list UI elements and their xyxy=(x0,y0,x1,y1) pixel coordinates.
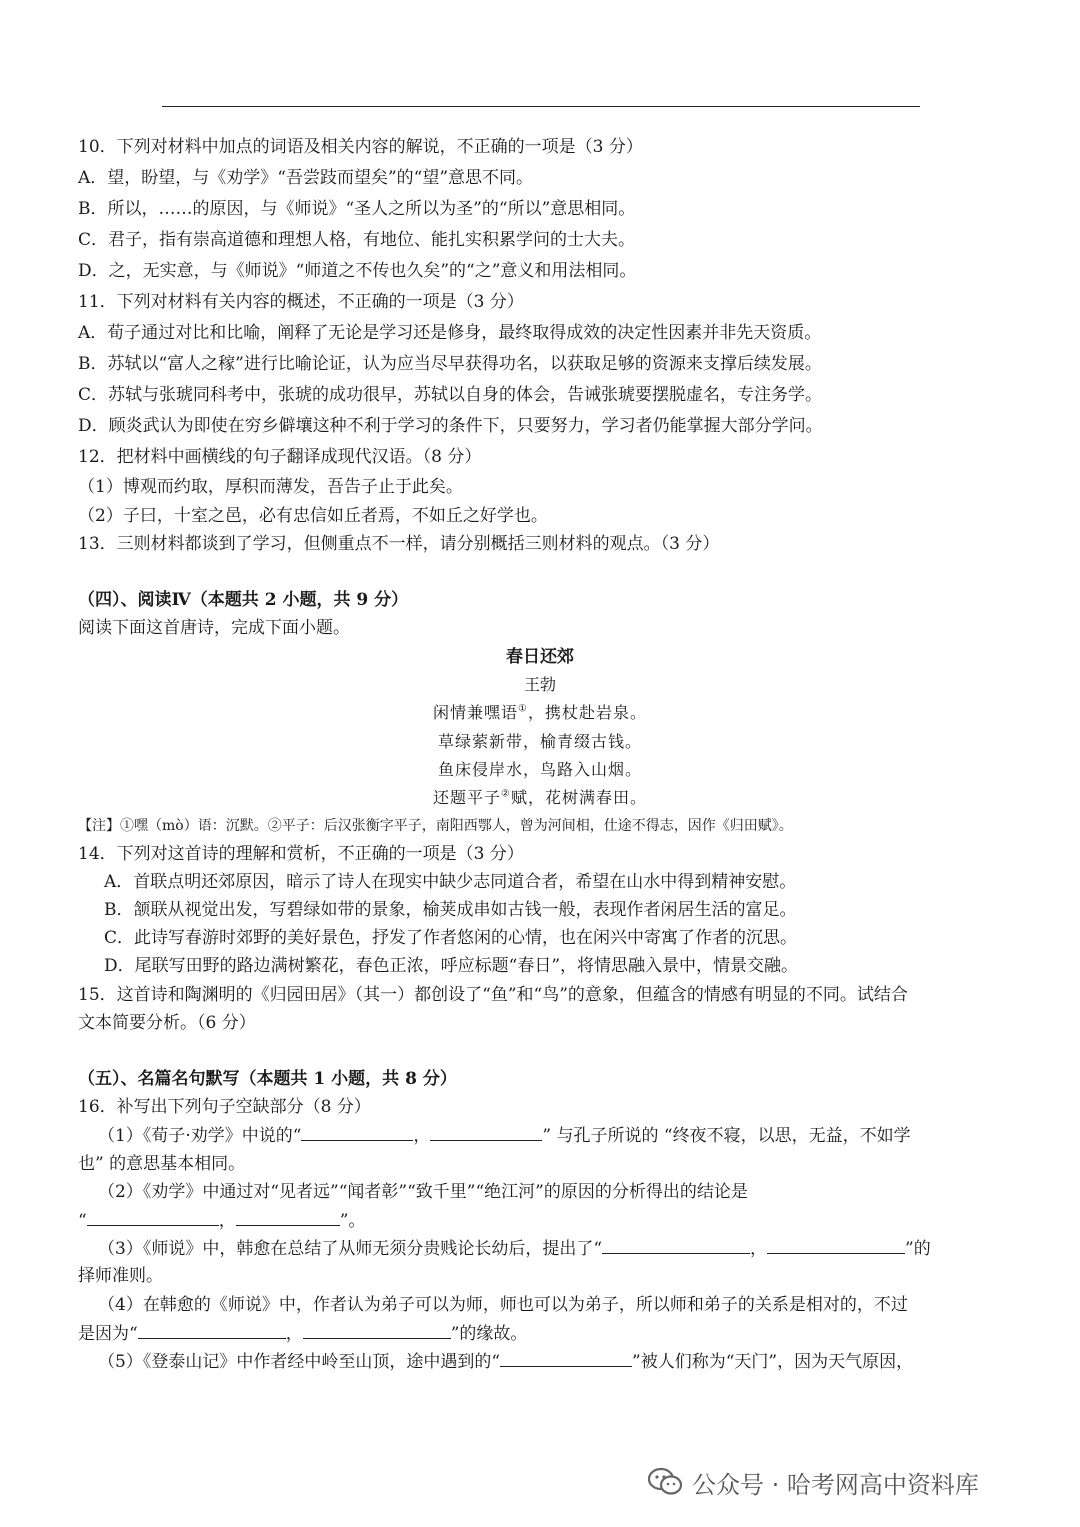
q14-option-c: C．此诗写春游时郊野的美好景色，抒发了作者悠闲的心情，也在闲兴中寄寓了作者的沉思。 xyxy=(104,928,798,948)
poem-author: 王勃 xyxy=(523,675,556,694)
q10-option-a: A．望，盼望，与《劝学》“吾尝跂而望矣”的“望”意思不同。 xyxy=(78,168,534,188)
q16-item-2-text-d: ”。 xyxy=(339,1211,366,1231)
q12-sentence-1: （1）博观而约取，厚积而薄发，吾告子止于此矣。 xyxy=(78,477,463,497)
q16-item-1-text-a: （1）《荀子·劝学》中说的“ xyxy=(98,1126,302,1146)
poem-line-4 xyxy=(0,787,1080,809)
q14-option-a: A．首联点明还郊原因，暗示了诗人在现实中缺少志同道合者，希望在山水中得到精神安慰。 xyxy=(104,872,797,892)
answer-blank[interactable] xyxy=(301,1124,413,1141)
q16-item-3-text-a: （3）《师说》中，韩愈在总结了从师无须分贵贱论长幼后，提出了“ xyxy=(98,1239,603,1259)
q11-option-c: C．苏轼与张琥同科考中，张琥的成功很早，苏轼以自身的体会，告诫张琥要摆脱虚名，专注务学。 xyxy=(78,385,823,405)
q11-option-a: A．荀子通过对比和比喻，阐释了无论是学习还是修身，最终取得成效的决定性因素并非先天资质。 xyxy=(78,323,822,343)
q16-item-3-text-c: ”的 xyxy=(905,1239,931,1259)
footnote-mark-1: ① xyxy=(518,703,528,715)
q12-sentence-2: （2）子曰，十室之邑，必有忠信如丘者焉，不如丘之好学也。 xyxy=(78,506,548,526)
q16-item-4-text-b: 是因为“ xyxy=(78,1324,138,1344)
poem-line-1-a: 闲情兼嘿语 xyxy=(433,703,519,722)
answer-blank[interactable] xyxy=(602,1237,750,1254)
q16-item-3 xyxy=(98,1237,931,1260)
watermark-text: 公众号 · 哈考网高中资料库 xyxy=(692,1470,979,1499)
poem-line-1 xyxy=(0,702,1080,724)
q16-stem: 16．补写出下列句子空缺部分（8 分） xyxy=(78,1097,371,1117)
poem-line-1-b: ，携杖赴岩泉。 xyxy=(527,703,647,722)
q16-item-2-text-c: ， xyxy=(218,1211,236,1231)
q12-stem: 12．把材料中画横线的句子翻译成现代汉语。（8 分） xyxy=(78,447,482,467)
poem-line-2: 草绿萦新带，榆青缀古钱。 xyxy=(437,732,642,751)
q14-option-b: B．颔联从视觉出发，写碧绿如带的景象，榆荚成串如古钱一般，表现作者闲居生活的富足。 xyxy=(104,900,797,920)
answer-blank[interactable] xyxy=(430,1124,542,1141)
answer-blank[interactable] xyxy=(500,1350,632,1367)
footnote-mark-2: ② xyxy=(501,788,511,800)
q14-stem: 14．下列对这首诗的理解和赏析，不正确的一项是（3 分） xyxy=(78,844,524,864)
top-rule xyxy=(162,106,920,107)
answer-blank[interactable] xyxy=(87,1209,219,1226)
q16-item-1-text-c: ” 与孔子所说的 “终夜不寝，以思，无益，不如学 xyxy=(542,1126,911,1146)
q16-item-4: （4）在韩愈的《师说》中，作者认为弟子可以为师，师也可以为弟子，所以师和弟子的关系是相对的，不过 xyxy=(98,1295,908,1315)
q11-stem: 11．下列对材料有关内容的概述，不正确的一项是（3 分） xyxy=(78,292,524,312)
section-4-header: （四）、阅读Ⅳ（本题共 2 小题，共 9 分） xyxy=(78,590,409,610)
poem-title: 春日还郊 xyxy=(506,647,574,667)
q16-item-4-cont xyxy=(78,1322,527,1345)
q16-item-1 xyxy=(98,1124,911,1147)
q16-item-5 xyxy=(98,1350,913,1373)
q16-item-2-text-b: “ xyxy=(78,1211,87,1231)
q16-item-1-cont: 也” 的意思基本相同。 xyxy=(78,1154,246,1174)
wechat-icon xyxy=(648,1467,682,1497)
poem-note: 【注】①嘿（mò）语：沉默。②平子：后汉张衡字平子，南阳西鄂人，曾为河间相，仕途不得志，因作《归田赋》。 xyxy=(78,818,793,834)
answer-blank[interactable] xyxy=(138,1322,286,1339)
q14-option-d: D．尾联写田野的路边满树繁花，春色正浓，呼应标题“春日”，将情思融入景中，情景交融。 xyxy=(104,956,799,976)
section-4-intro: 阅读下面这首唐诗，完成下面小题。 xyxy=(78,618,350,638)
poem-line-4-a: 还题平子 xyxy=(433,788,502,807)
answer-blank[interactable] xyxy=(303,1322,451,1339)
answer-blank[interactable] xyxy=(767,1237,905,1254)
q11-option-d: D．顾炎武认为即使在穷乡僻壤这种不利于学习的条件下，只要努力，学习者仍能掌握大部分学问。 xyxy=(78,416,823,436)
q16-item-1-text-b: ， xyxy=(413,1126,431,1146)
q10-option-d: D．之，无实意，与《师说》“师道之不传也久矣”的“之”意义和用法相同。 xyxy=(78,261,637,281)
q16-item-4-text-c: ， xyxy=(285,1324,303,1344)
watermark xyxy=(648,1462,979,1502)
q15-line-1: 15．这首诗和陶渊明的《归园田居》（其一）都创设了“鱼”和“鸟”的意象，但蕴含的情感有明显的不同。试结合 xyxy=(78,985,908,1005)
section-5-header: （五）、名篇名句默写（本题共 1 小题，共 8 分） xyxy=(78,1069,457,1089)
q13-stem: 13．三则材料都谈到了学习，但侧重点不一样，请分别概括三则材料的观点。（3 分） xyxy=(78,534,720,554)
q10-stem: 10．下列对材料中加点的词语及相关内容的解说，不正确的一项是（3 分） xyxy=(78,137,643,157)
poem-line-4-b: 赋，花树满春田。 xyxy=(510,788,647,807)
q16-item-4-text-d: ”的缘故。 xyxy=(450,1324,528,1344)
q16-item-3-cont: 择师准则。 xyxy=(78,1266,163,1286)
q11-option-b: B．苏轼以“富人之稼”进行比喻论证，认为应当尽早获得功名，以获取足够的资源来支撑后续发展。 xyxy=(78,354,822,374)
q15-line-2: 文本简要分析。（6 分） xyxy=(78,1013,256,1033)
q10-option-b: B．所以，……的原因，与《师说》“圣人之所以为圣”的“所以”意思相同。 xyxy=(78,199,636,219)
q16-item-5-text-b: ”被人们称为“天门”，因为天气原因， xyxy=(632,1352,914,1372)
q10-option-c: C．君子，指有崇高道德和理想人格，有地位、能扎实积累学问的士大夫。 xyxy=(78,230,636,250)
q16-item-5-text-a: （5）《登泰山记》中作者经中岭至山顶，途中遇到的“ xyxy=(98,1352,501,1372)
q16-item-2: （2）《劝学》中通过对“见者远”“闻者彰”“致千里”“绝江河”的原因的分析得出的结论是 xyxy=(98,1182,748,1202)
q16-item-3-text-b: ， xyxy=(750,1239,768,1259)
q16-item-2-cont xyxy=(78,1209,365,1232)
answer-blank[interactable] xyxy=(236,1209,340,1226)
poem-line-3: 鱼床侵岸水，鸟路入山烟。 xyxy=(437,760,642,779)
